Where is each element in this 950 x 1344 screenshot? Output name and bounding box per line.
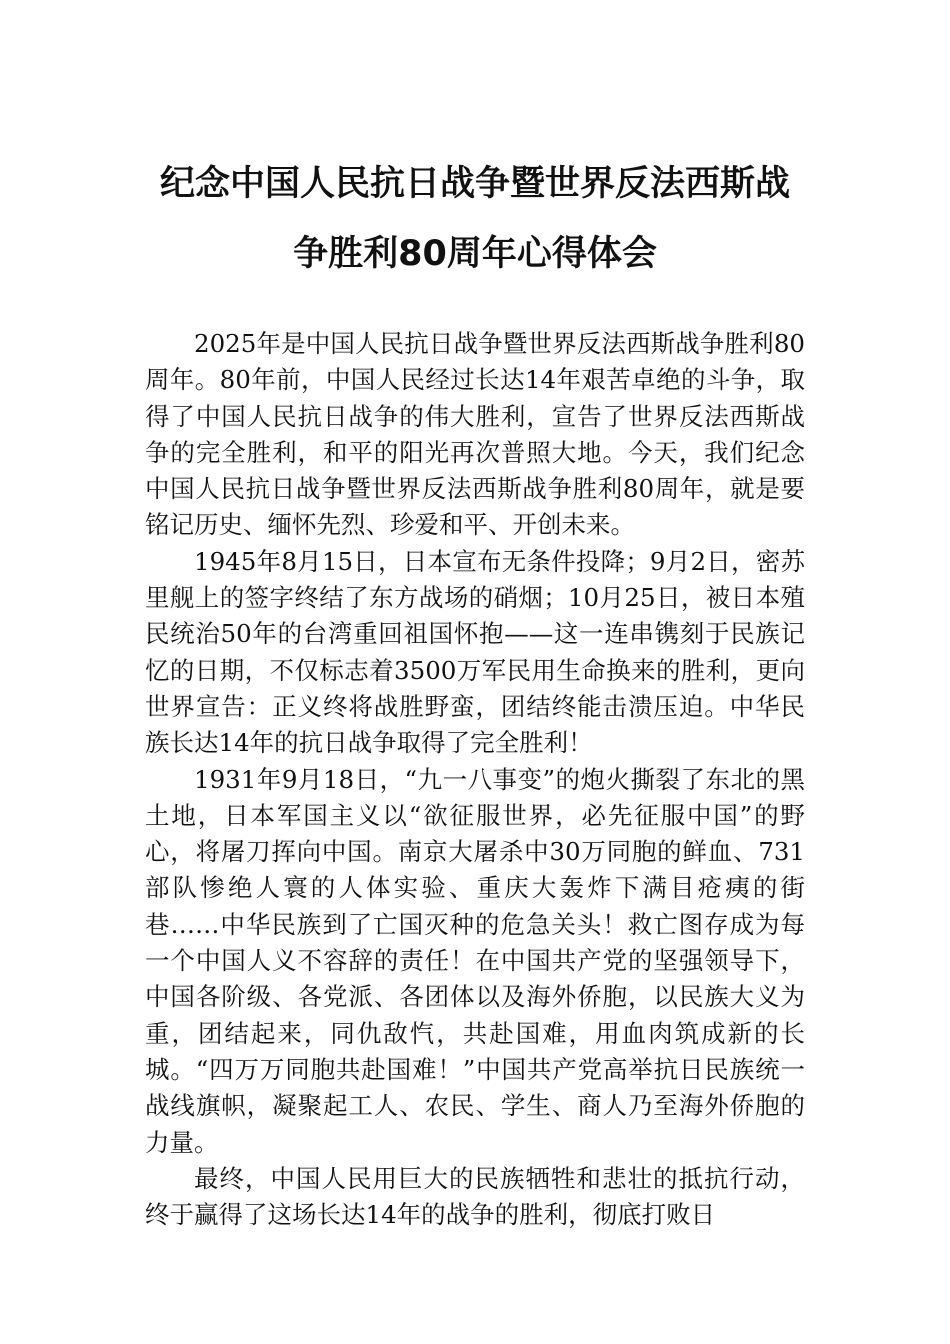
paragraph-3: 1931年9月18日，“九一八事变”的炮火撕裂了东北的黑土地，日本军国主义以“欲征服世界，必先征服中国”的野心，将屠刀挥向中国。南京大屠杀中30万同胞的鲜血、731部队惨绝人寰的人体实验、重庆大轰炸下满目疮痍的街巷……中华民族到了亡国灭种的危急关头！救亡图存成为每一个中国人义不容辞的责任！在中国共产党的坚强领导下，中国各阶级、各党派、各团体以及海外侨胞，以民族大义为重，团结起来，同仇敌忾，共赴国难，用血肉筑成新的长城。“四万万同胞共赴国难！”中国共产党高举抗日民族统一战线旗帜，凝聚起工人、农民、学生、商人乃至海外侨胞的力量。	[145, 764, 805, 1157]
paragraph-2: 1945年8月15日，日本宣布无条件投降；9月2日，密苏里舰上的签字终结了东方战场的硝烟；10月25日，被日本殖民统治50年的台湾重回祖国怀抱——这一连串镌刻于民族记忆的日期，不仅标志着3500万军民用生命换来的胜利，更向世界宣告：正义终将战胜野蛮，团结终能击溃压迫。中华民族长达14年的抗日战争取得了完全胜利！	[145, 546, 805, 758]
document-body	[145, 326, 805, 1233]
document-title-line-1: 纪念中国人民抗日战争暨世界反法西斯战	[159, 164, 790, 204]
paragraph-1: 2025年是中国人民抗日战争暨世界反法西斯战争胜利80周年。80年前，中国人民经过长达14年艰苦卓绝的斗争，取得了中国人民抗日战争的伟大胜利，宣告了世界反法西斯战争的完全胜利，和平的阳光再次普照大地。今天，我们纪念中国人民抗日战争暨世界反法西斯战争胜利80周年，就是要铭记历史、缅怀先烈、珍爱和平、开创未来。	[145, 329, 805, 540]
document-title-line-2: 争胜利80周年心得体会	[293, 234, 657, 274]
paragraph-4: 最终，中国人民用巨大的民族牺牲和悲壮的抵抗行动，终于赢得了这场长达14年的战争的胜利，彻底打败日	[145, 1163, 805, 1230]
